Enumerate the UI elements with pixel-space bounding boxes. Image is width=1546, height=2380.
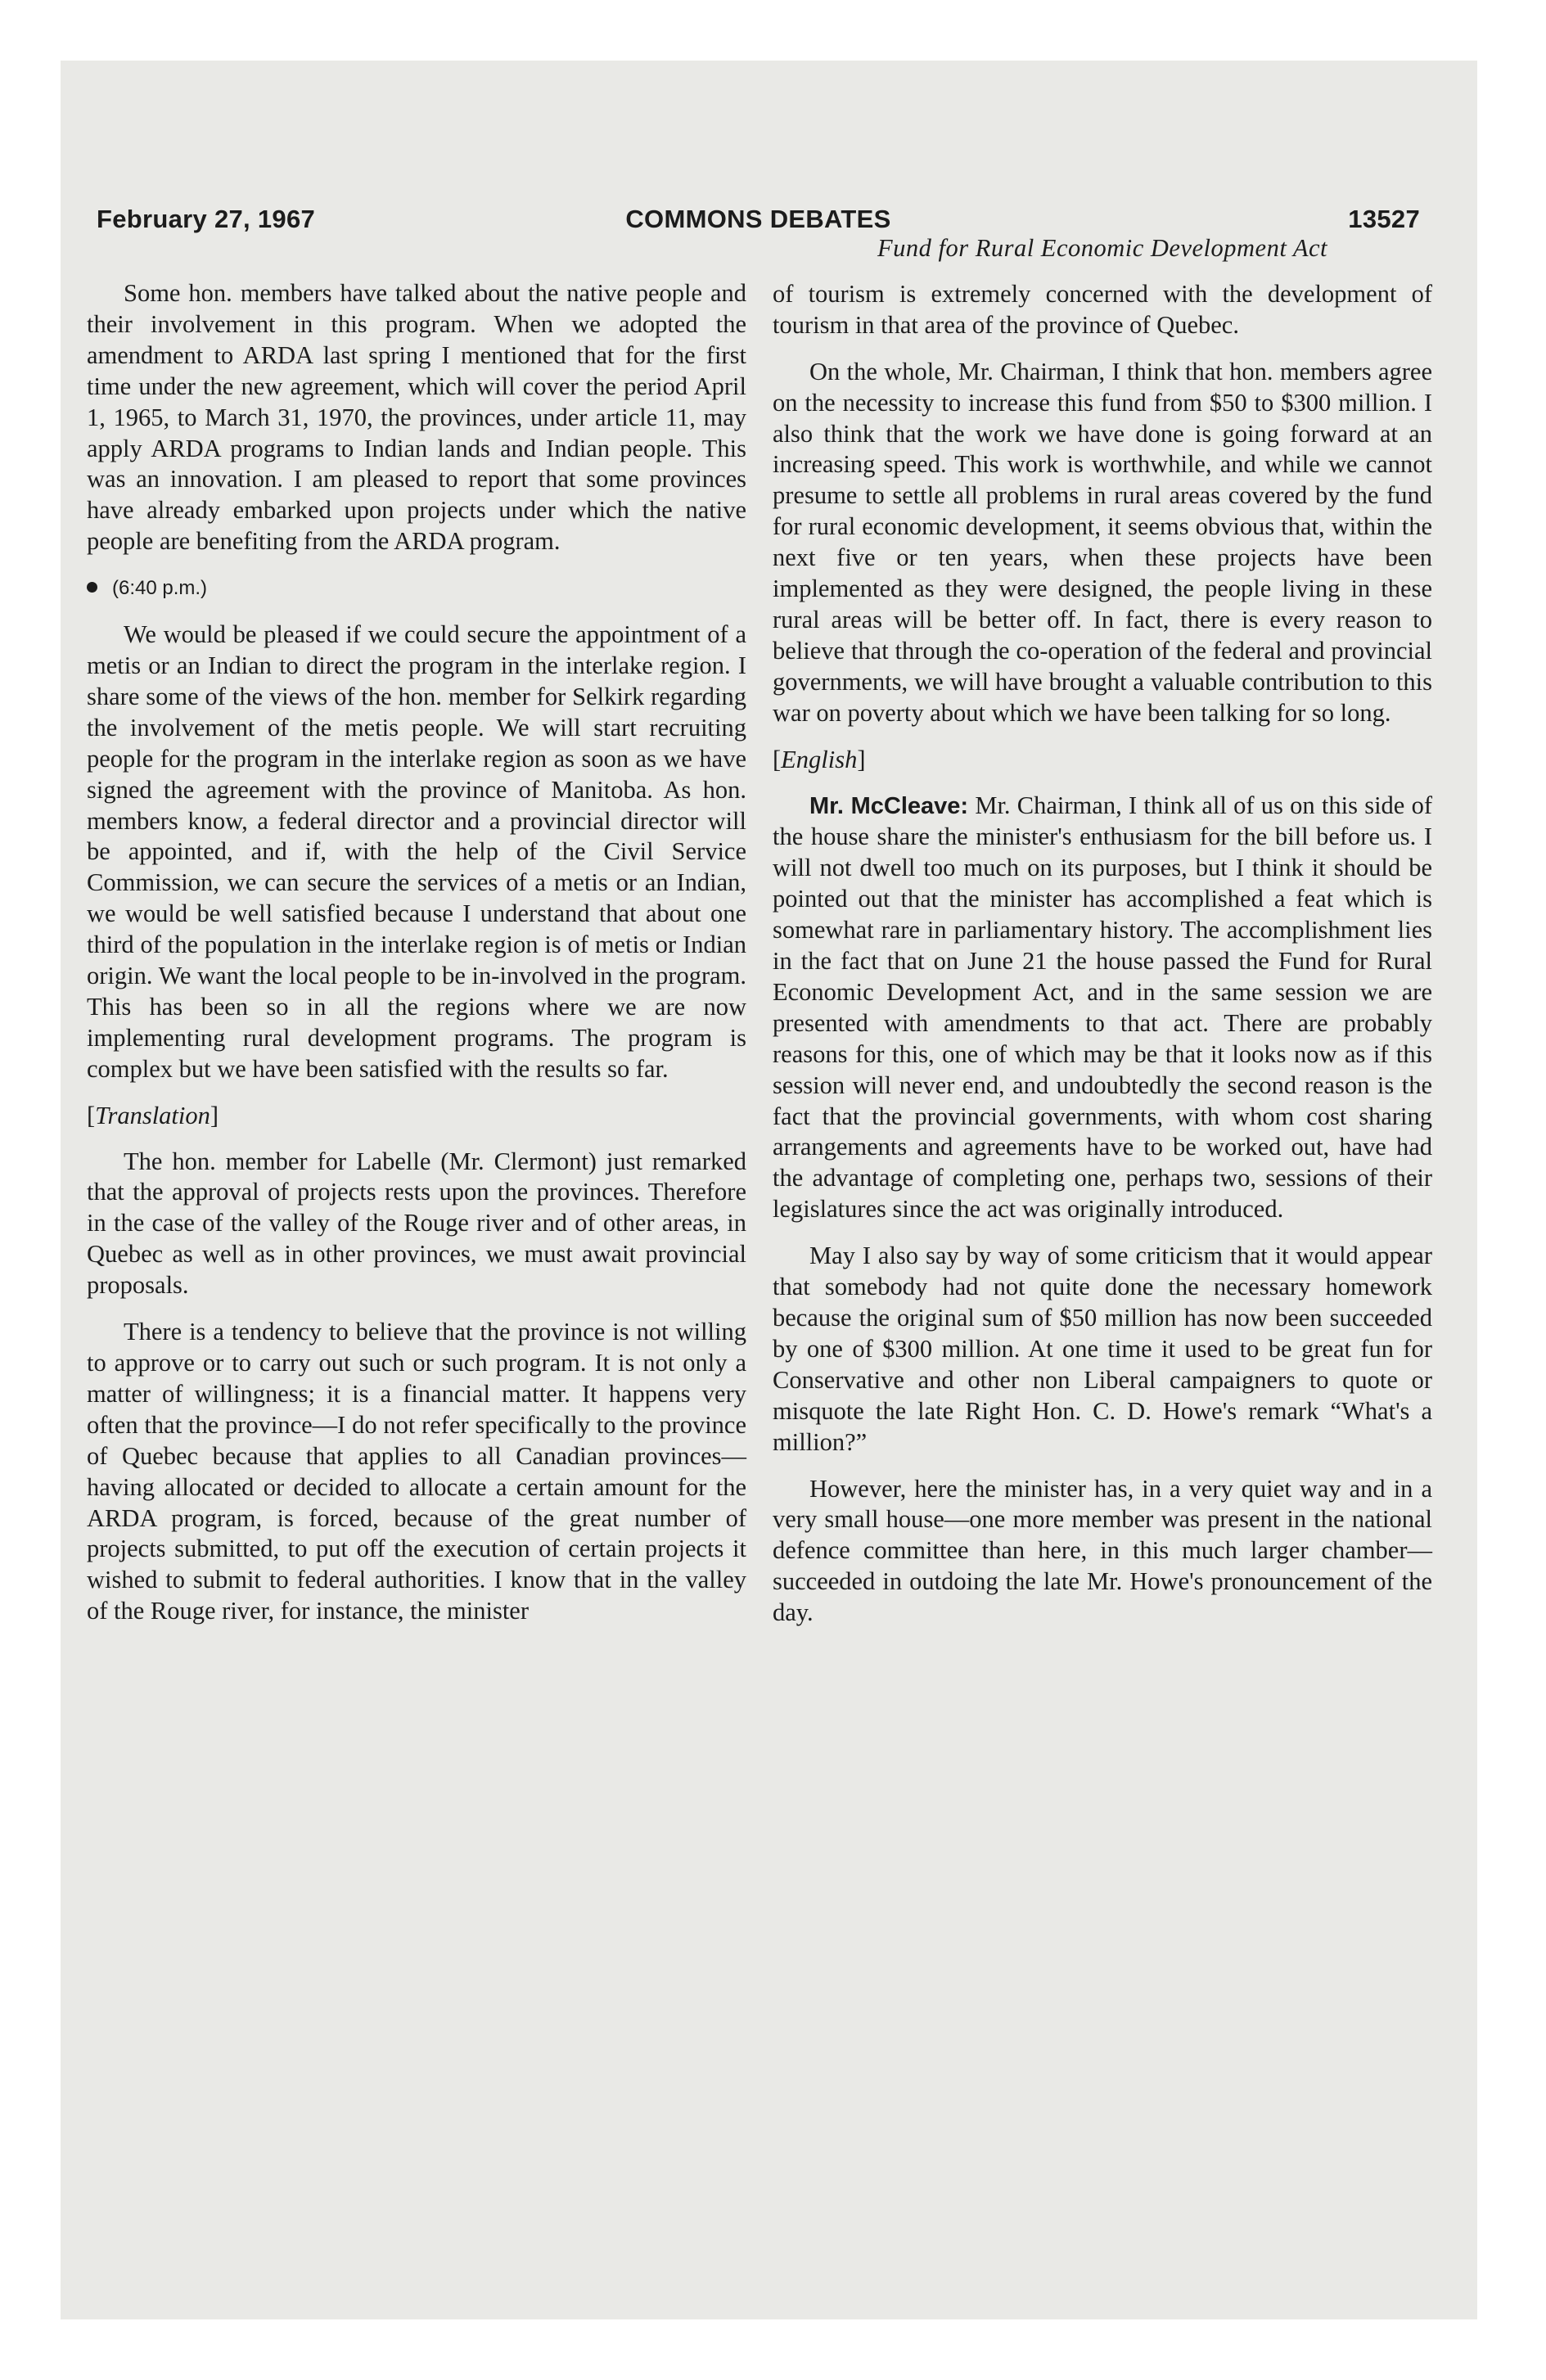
english-tag: [English]	[773, 745, 866, 773]
paragraph: There is a tendency to believe that the province is not willing to approve or to carry out such or such program. It is not only a matter of willingness; it is a financial matter. It happens very often that the province—I do not refer specifically to the province of Quebec because that applies to all Canadian provinces—having allocated or decided to allocate a certain amount for the ARDA program, is forced, because of the great number of projects submitted, to put off the execution of certain projects it wished to submit to federal authorities. I know that in the valley of the Rouge river, for instance, the minister	[87, 1318, 746, 1625]
section-heading: Fund for Rural Economic Development Act	[877, 234, 1328, 262]
bullet-icon	[87, 582, 97, 593]
time-stamp-text: (6:40 p.m.)	[112, 577, 208, 600]
speech-paragraph	[773, 791, 1432, 1226]
speaker-name: Mr. McCleave:	[809, 792, 969, 819]
speech-text: Mr. Chairman, I think all of us on this side of the house share the minister's enthusiasm for the bill before us. I will not dwell too much on its purposes, but I think it should be pointed out that the minister has accomplished a feat which is somewhat rare in parliamentary history. The accomplishment lies in the fact that on June 21 the house passed the Fund for Rural Economic Development Act, and in the same session we are presented with amendments to that act. There are probably reasons for this, one of which may be that it looks now as if this session will never end, and undoubtedly the second reason is the fact that the provincial governments, with whom cost sharing arrangements and agreements have to be worked out, have had the advantage of completing one, perhaps two, sessions of their legislatures since the act was originally introduced.	[773, 791, 1432, 1224]
paragraph: of tourism is extremely concerned with the development of tourism in that area of the province of Quebec.	[773, 279, 1432, 339]
time-stamp	[87, 573, 746, 604]
paragraph: On the whole, Mr. Chairman, I think that hon. members agree on the necessity to increase this fund from $50 to $300 million. I also think that the work we have done is going forward at an increasing speed. This work is worthwhile, and while we cannot presume to settle all problems in rural areas covered by the fund for rural economic development, it seems obvious that, within the next five or ten years, when these projects have been implemented as they were designed, the people living in these rural areas will be better off. In fact, there is every reason to believe that through the co-operation of the federal and provincial governments, we will have brought a valuable contribution to this war on poverty about which we have been talking for so long.	[773, 357, 1432, 727]
running-header	[97, 201, 1420, 237]
translation-tag: [Translation]	[87, 1101, 219, 1129]
paragraph: May I also say by way of some criticism that it would appear that somebody had not quite done the necessary homework because the original sum of $50 million has now been succeeded by one of $300 million. At one time it used to be great fun for Conservative and other non Liberal campaigners to quote or misquote the late Right Hon. C. D. Howe's remark “What's a million?”	[773, 1242, 1432, 1456]
paragraph: However, here the minister has, in a very quiet way and in a very small house—one more member was present in the national defence committee than here, in this much larger chamber—succeeded in outdoing the late Mr. Howe's pronouncement of the day.	[773, 1474, 1432, 1627]
paragraph: We would be pleased if we could secure the appointment of a metis or an Indian to direct the program in the interlake region. I share some of the views of the hon. member for Selkirk regarding the involvement of the metis people. We will start recruiting people for the program in the interlake region as soon as we have signed the agreement with the province of Manitoba. As hon. members know, a federal director and a provincial director will be appointed, and if, with the help of the Civil Service Commission, we can secure the services of a metis or an Indian, we would be well satisfied because I understand that about one third of the population in the interlake region is of metis or Indian origin. We want the local people to be in-involved in the program. This has been so in all the regions where we are now implementing rural development programs. The program is complex but we have been satisfied with the results so far.	[87, 620, 746, 1083]
right-column	[773, 233, 1432, 1644]
header-page-number: 13527	[1348, 205, 1420, 233]
header-date: February 27, 1967	[97, 205, 316, 233]
paragraph: The hon. member for Labelle (Mr. Clermont) just remarked that the approval of projects rests upon the provinces. Therefore in the case of the valley of the Rouge river and of other areas, in Quebec as well as in other provinces, we must await provincial proposals.	[87, 1147, 746, 1300]
paragraph: Some hon. members have talked about the native people and their involvement in this program. When we adopted the amendment to ARDA last spring I mentioned that for the first time under the new agreement, which will cover the period April 1, 1965, to March 31, 1970, the provinces, under article 11, may apply ARDA programs to Indian lands and Indian people. This was an innovation. I am pleased to report that some provinces have already embarked upon projects under which the native people are benefiting from the ARDA program.	[87, 279, 746, 556]
left-column	[87, 233, 746, 1643]
header-title: COMMONS DEBATES	[625, 205, 891, 233]
